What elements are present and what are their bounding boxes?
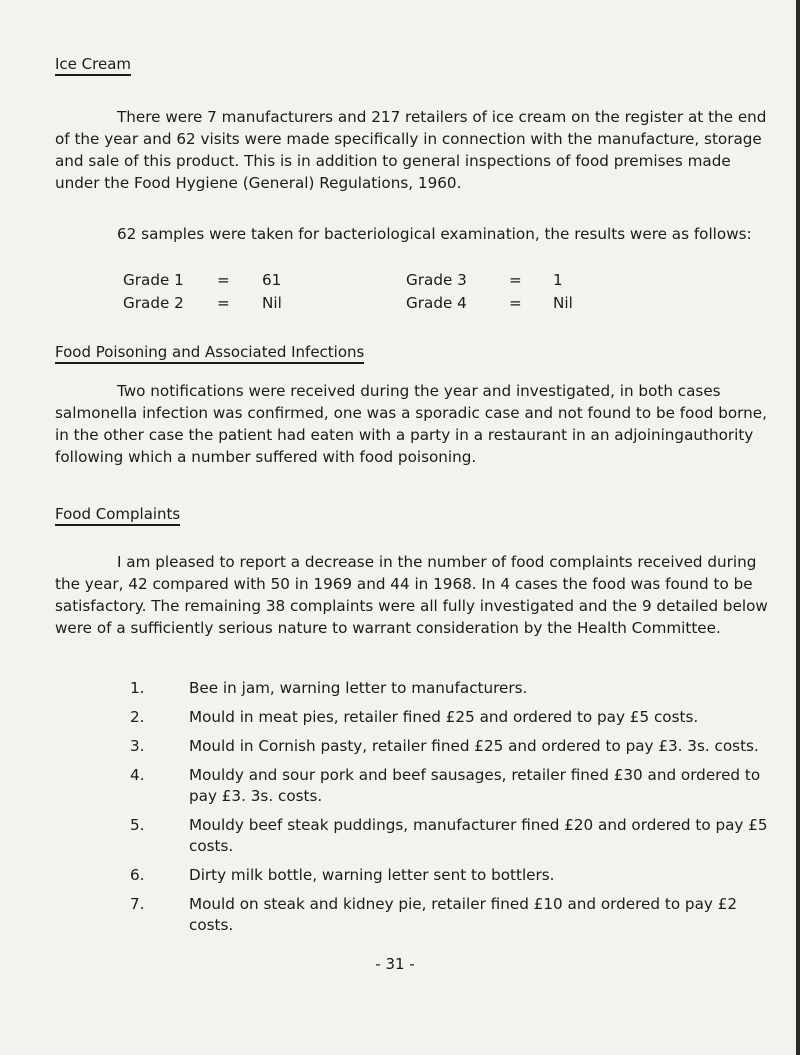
list-item-number: 4. [130, 766, 145, 784]
grade-value: 1 [553, 271, 563, 289]
list-item [55, 865, 770, 886]
paragraph-text: I am pleased to report a decrease in the number of food complaints received during the year, 42 compared with 50 in 1969 and 44 in 1968. In 4 cases the food was found to be satisfactory. The remaining 38 complaints were all fully investigated and the 9 detailed below were of a sufficiently serious nature to warrant consideration by the Health Committee. [55, 553, 768, 637]
list-item-number: 2. [130, 708, 145, 726]
paragraph-text: There were 7 manufacturers and 217 retailers of ice cream on the register at the end of the year and 62 visits were made specifically in connection with the manufacture, storage and sale of this product. This is in addition to general inspections of food premises made under the Food Hygiene (General) Regulations, 1960. [55, 108, 767, 192]
list-item-text: Mould in meat pies, retailer fined £25 and ordered to pay £5 costs. [189, 708, 699, 726]
list-item-number: 5. [130, 816, 145, 834]
list-item [55, 678, 770, 699]
grade-row [123, 269, 723, 292]
list-item-number: 7. [130, 895, 145, 913]
grade-label: Grade 1 [123, 271, 184, 289]
heading-food-complaints: Food Complaints [55, 505, 180, 526]
grade-equals: = [217, 294, 230, 312]
page-number: - 31 - [375, 955, 415, 973]
list-item-text: Mouldy and sour pork and beef sausages, retailer fined £30 and ordered to pay £3. 3s. costs. [189, 766, 761, 805]
grade-equals: = [509, 294, 522, 312]
grade-label: Grade 2 [123, 294, 184, 312]
paragraph-food-complaints [55, 551, 770, 639]
list-item [55, 894, 770, 936]
list-item-number: 6. [130, 866, 145, 884]
grade-value: Nil [553, 294, 573, 312]
list-item-text: Mould on steak and kidney pie, retailer fined £10 and ordered to pay £2 costs. [189, 895, 738, 934]
heading-food-poisoning: Food Poisoning and Associated Infections [55, 343, 364, 364]
heading-ice-cream: Ice Cream [55, 55, 131, 76]
list-item [55, 815, 770, 857]
list-item-text: Mould in Cornish pasty, retailer fined £25 and ordered to pay £3. 3s. costs. [189, 737, 759, 755]
grades-table [123, 269, 723, 315]
list-item [55, 765, 770, 807]
paragraph-text: Two notifications were received during the year and investigated, in both cases salmonella infection was confirmed, one was a sporadic case and not found to be food borne, in the other case the patient had eaten with a party in a restaurant in an adjoiningauthority following which a number suffered with food poisoning. [55, 382, 767, 466]
paragraph-text: 62 samples were taken for bacteriological examination, the results were as follows: [117, 225, 752, 243]
list-item-number: 1. [130, 679, 145, 697]
grade-label: Grade 4 [406, 294, 467, 312]
list-item [55, 736, 770, 757]
list-item-text: Dirty milk bottle, warning letter sent to bottlers. [189, 866, 555, 884]
paragraph-samples [55, 223, 770, 245]
paragraph-food-poisoning [55, 380, 770, 468]
list-item-text: Bee in jam, warning letter to manufacturers. [189, 679, 528, 697]
list-item-number: 3. [130, 737, 145, 755]
grade-equals: = [509, 271, 522, 289]
grade-value: Nil [262, 294, 282, 312]
paragraph-ice-cream-register [55, 106, 770, 194]
list-item-text: Mouldy beef steak puddings, manufacturer fined £20 and ordered to pay £5 costs. [189, 816, 768, 855]
grade-label: Grade 3 [406, 271, 467, 289]
grade-value: 61 [262, 271, 282, 289]
page-edge-border [796, 0, 800, 1055]
complaints-list [55, 678, 770, 944]
list-item [55, 707, 770, 728]
grade-row [123, 292, 723, 315]
grade-equals: = [217, 271, 230, 289]
